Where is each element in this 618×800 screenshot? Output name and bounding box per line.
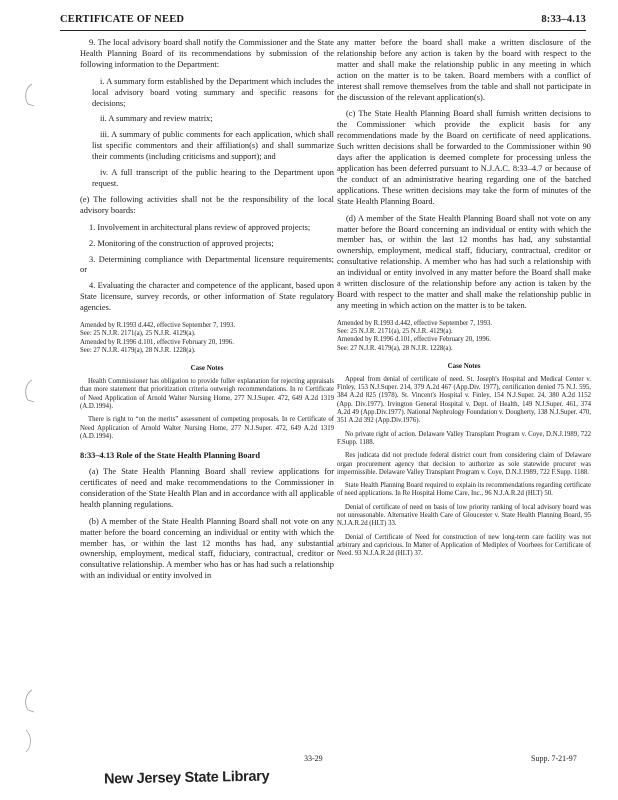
- header-title: CERTIFICATE OF NEED: [60, 14, 185, 25]
- amendment-history: [80, 322, 334, 355]
- subsection-e-item-3: 3. Determining compliance with Departmental licensure requirements; or: [80, 254, 334, 275]
- subsection-d: (d) A member of the State Health Planning Board shall not vote on any matter before the Board concerning an individual or entity with which the member has, or within the last 12 months has had, any substantial ownership, employment, medical staff, fiduciary, contractual, creditor or consultative relationship. A member who has had such a relationship with an individual or entity involved in any matter before the Board shall make a written disclosure of the relationship before any action is taken by the Board with respect to the matter and shall make the relationship public in any meeting in which action on the matter is to be taken.: [337, 213, 591, 310]
- section-heading: 8:33–4.13 Role of the State Health Planning Board: [80, 451, 261, 461]
- case-note: Denial of certificate of need on basis of low priority ranking of local advisory board was not unreasonable. Alternative Health Care of Gloucester v. State Health Planning Board, 95 N.J.A.R.2d (HLT) 33.: [337, 503, 591, 528]
- amendment-line: See: 25 N.J.R. 2171(a), 25 N.J.R. 4129(a).: [337, 328, 453, 336]
- hole-punch-mark: [22, 82, 36, 108]
- right-column: [337, 38, 591, 744]
- running-header: [60, 14, 586, 28]
- amendment-line: Amended by R.1996 d.101, effective February 20, 1996.: [80, 338, 234, 346]
- case-note: Denial of Certificate of Need for construction of new long-term care facility was not arbitrary and capricious. In Matter of Application of Mediplex of Voorhees for Certificate of Need. 93 N.J.A.R.2d (HLT) 37.: [337, 533, 591, 558]
- subsection-e-item-1: 1. Involvement in architectural plans review of approved projects;: [89, 222, 311, 232]
- subsection-c: (c) The State Health Planning Board shall furnish written decisions to the Commissioner which provide the explicit basis for any recommendations made by the Board on certificate of need applications. Such written decisions shall be forwarded to the Commissioner within 90 days after the application is deemed complete for processing unless the application has been deferred pursuant to N.J.A.C. 8:33–4.7 or because of the conduct of an administrative hearing regarding one of the batched applications. These written decisions may take the form of minutes of the State Health Planning Board.: [337, 109, 591, 206]
- left-column: [80, 38, 334, 744]
- paragraph-9-i: i. A summary form established by the Department which includes the local advisory board voting summary and specific reasons for decisions;: [92, 76, 334, 108]
- header-rule: [60, 30, 586, 31]
- amendment-line: See: 25 N.J.R. 2171(a), 25 N.J.R. 4129(a).: [80, 330, 196, 338]
- case-note: There is right to “on the merits” assessment of competing proposals. In re Certificate of Need Application of Arnold Walter Nursing Home, 277 N.J.Super. 472, 649 A.2d 1319 (A.D.1994).: [80, 416, 334, 440]
- subsection-a: (a) The State Health Planning Board shall review applications for certificates of need and make recommendations to the Commissioner in consideration of the State Health Plan and in accordance with all applicable health planning regulations.: [80, 467, 334, 509]
- case-notes-heading: Case Notes: [447, 361, 481, 370]
- hole-punch-mark: [22, 378, 36, 404]
- subsection-e-item-4: 4. Evaluating the character and competence of the applicant, based upon State licensure, survey records, or other information of State regulatory agencies.: [80, 281, 334, 313]
- case-note: Appeal from denial of certificate of need. St. Joseph's Hospital and Medical Center v. Finley, 153 N.J.Super. 214, 379 A.2d 467 (App.Div. 1977), certification denied 75 N.J. 595, 384 A.2d 825 (1978). St. Vincent's Hospital v. Finley, 154 N.J.Super. 24, 380 A.2d 1152 (App. Div.1977). Irvington General Hospital v. Dept. of Health, 149 N.J.Super. 461, 374 A.2d 49 (App.Div.1977). National Nephrology Foundation v. Dougherty, 138 N.J.Super. 470, 351 A.2d 392 (App.Div.1976).: [337, 375, 591, 425]
- subsection-e-item-2: 2. Monitoring of the construction of approved projects;: [89, 238, 274, 248]
- paragraph-9-iii: iii. A summary of public comments for each application, which shall list specific commentors and their affiliation(s) and shall summarize their comments (including criticisms and support); and: [92, 130, 334, 162]
- case-note: State Health Planning Board required to explain its recommendations regarding certificate of need applications. In Re Hospital Home Care, Inc., 96 N.J.A.R.2d (HLT) 50.: [337, 482, 591, 498]
- amendment-line: See: 27 N.J.R. 4179(a), 28 N.J.R. 1228(a).: [337, 344, 453, 352]
- subsection-b-continued: any matter before the board shall make a written disclosure of the relationship before any action is taken by the board with respect to the matter and shall make the relationship public in any meeting in which action on the matter is to be taken. Board members with a conflict of interest shall remove themselves from the table and shall not participate in the discussion of the relevant application(s).: [337, 38, 591, 102]
- hole-punch-mark: [22, 688, 36, 714]
- amendment-line: See: 27 N.J.R. 4179(a), 28 N.J.R. 1228(a).: [80, 346, 196, 354]
- amendment-line: Amended by R.1993 d.442, effective September 7, 1993.: [80, 322, 236, 330]
- case-note: No private right of action. Delaware Valley Transplant Program v. Coye, D.N.J.1989, 722 F.Supp. 1188.: [337, 430, 591, 446]
- header-section-number: 8:33–4.13: [541, 14, 586, 25]
- amendment-line: Amended by R.1993 d.442, effective September 7, 1993.: [337, 319, 493, 327]
- page-number: 33-29: [304, 754, 323, 763]
- hole-punch-mark: [22, 728, 36, 754]
- library-stamp: New Jersey State Library: [103, 768, 270, 788]
- amendment-line: Amended by R.1996 d.101, effective February 20, 1996.: [337, 336, 491, 344]
- case-notes-heading: Case Notes: [190, 364, 224, 373]
- paragraph-9-ii: ii. A summary and review matrix;: [100, 114, 213, 124]
- supplement-date: Supp. 7-21-97: [531, 754, 577, 763]
- subsection-e: (e) The following activities shall not be the responsibility of the local advisory boards:: [80, 194, 334, 215]
- case-note: Health Commissioner has obligation to provide fuller explanation for rejecting appraisals than more statement that prioritization criteria outweigh recommendations. In re Certificate of Need Application of Arnold Walter Nursing Home, 277 N.J.Super. 472, 649 A.2d 1319 (A.D.1994).: [80, 378, 334, 411]
- paragraph-9: 9. The local advisory board shall notify the Commissioner and the State Health Planning Board of its recommendations by submission of the following information to the Department:: [80, 38, 334, 69]
- amendment-history: [337, 320, 591, 353]
- case-note: Res judicata did not preclude federal district court from considering claim of Delaware organ procurement agency that decision to authorize as sole statewide procurer was impermissible. Delaware Valley Transplant Program v. Coye, D.N.J.1989, 722 F.Supp. 1188.: [337, 452, 591, 476]
- subsection-b: (b) A member of the State Health Planning Board shall not vote on any matter before the board concerning an individual or entity with which the member has, or within the last 12 months has had, any substantial ownership, employment, medical staff, fiduciary, contractual, creditor or consultative relationship. A member who has or has had such a relationship with an individual or entity involved in: [80, 516, 334, 581]
- paragraph-9-iv: iv. A full transcript of the public hearing to the Department upon request.: [92, 168, 334, 188]
